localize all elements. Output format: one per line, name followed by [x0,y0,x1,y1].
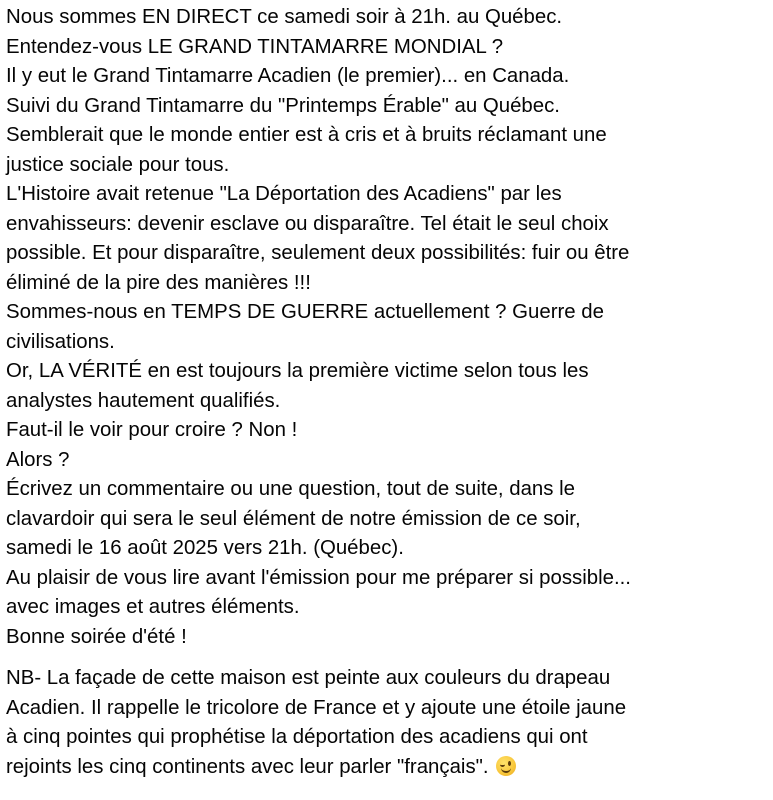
post-line: justice sociale pour tous. [6,153,230,176]
post-line: Écrivez un commentaire ou une question, tout de suite, dans le [6,478,576,500]
post-paragraph-main [6,3,771,652]
post-line: Suivi du Grand Tintamarre du "Printemps Érable" au Québec. [6,94,560,117]
post-line: Acadien. Il rappelle le tricolore de France et y ajoute une étoile jaune [6,696,627,719]
post-line: Faut-il le voir pour croire ? Non ! [6,419,298,441]
post-line: NB- La façade de cette maison est peinte aux couleurs du drapeau [6,667,611,689]
post-line: Nous sommes EN DIRECT ce samedi soir à 21h. au Québec. [6,6,563,28]
post-line: Alors ? [6,448,70,471]
post-line: civilisations. [6,330,115,353]
post-line: Sommes-nous en TEMPS DE GUERRE actuellement ? Guerre de [6,301,604,323]
post-line: Il y eut le Grand Tintamarre Acadien (le premier)... en Canada. [6,65,570,87]
post-line-last [6,753,771,783]
post-paragraph-nb [6,664,771,782]
post-line: envahisseurs: devenir esclave ou disparaître. Tel était le seul choix [6,212,609,235]
post-line: Bonne soirée d'été ! [6,625,187,648]
post-line: samedi le 16 août 2025 vers 21h. (Québec). [6,537,404,559]
post-line: Semblerait que le monde entier est à cris et à bruits réclamant une [6,124,607,146]
post-line: avec images et autres éléments. [6,596,300,618]
post-line-text: rejoints les cinq continents avec leur parler "français". [6,755,489,778]
post-line: possible. Et pour disparaître, seulement deux possibilités: fuir ou être [6,242,630,264]
post-text [6,3,771,782]
post-line: analystes hautement qualifiés. [6,389,281,412]
post-line: L'Histoire avait retenue "La Déportation des Acadiens" par les [6,183,562,205]
post-line: Or, LA VÉRITÉ en est toujours la première victime selon tous les [6,360,589,382]
winking-face-icon [496,756,516,776]
post-line: Entendez-vous LE GRAND TINTAMARRE MONDIAL ? [6,35,504,58]
post-line: clavardoir qui sera le seul élément de notre émission de ce soir, [6,507,581,530]
post-line: à cinq pointes qui prophétise la déportation des acadiens qui ont [6,726,588,748]
post-line: éliminé de la pire des manières !!! [6,271,311,294]
post-line: Au plaisir de vous lire avant l'émission pour me préparer si possible... [6,566,631,589]
